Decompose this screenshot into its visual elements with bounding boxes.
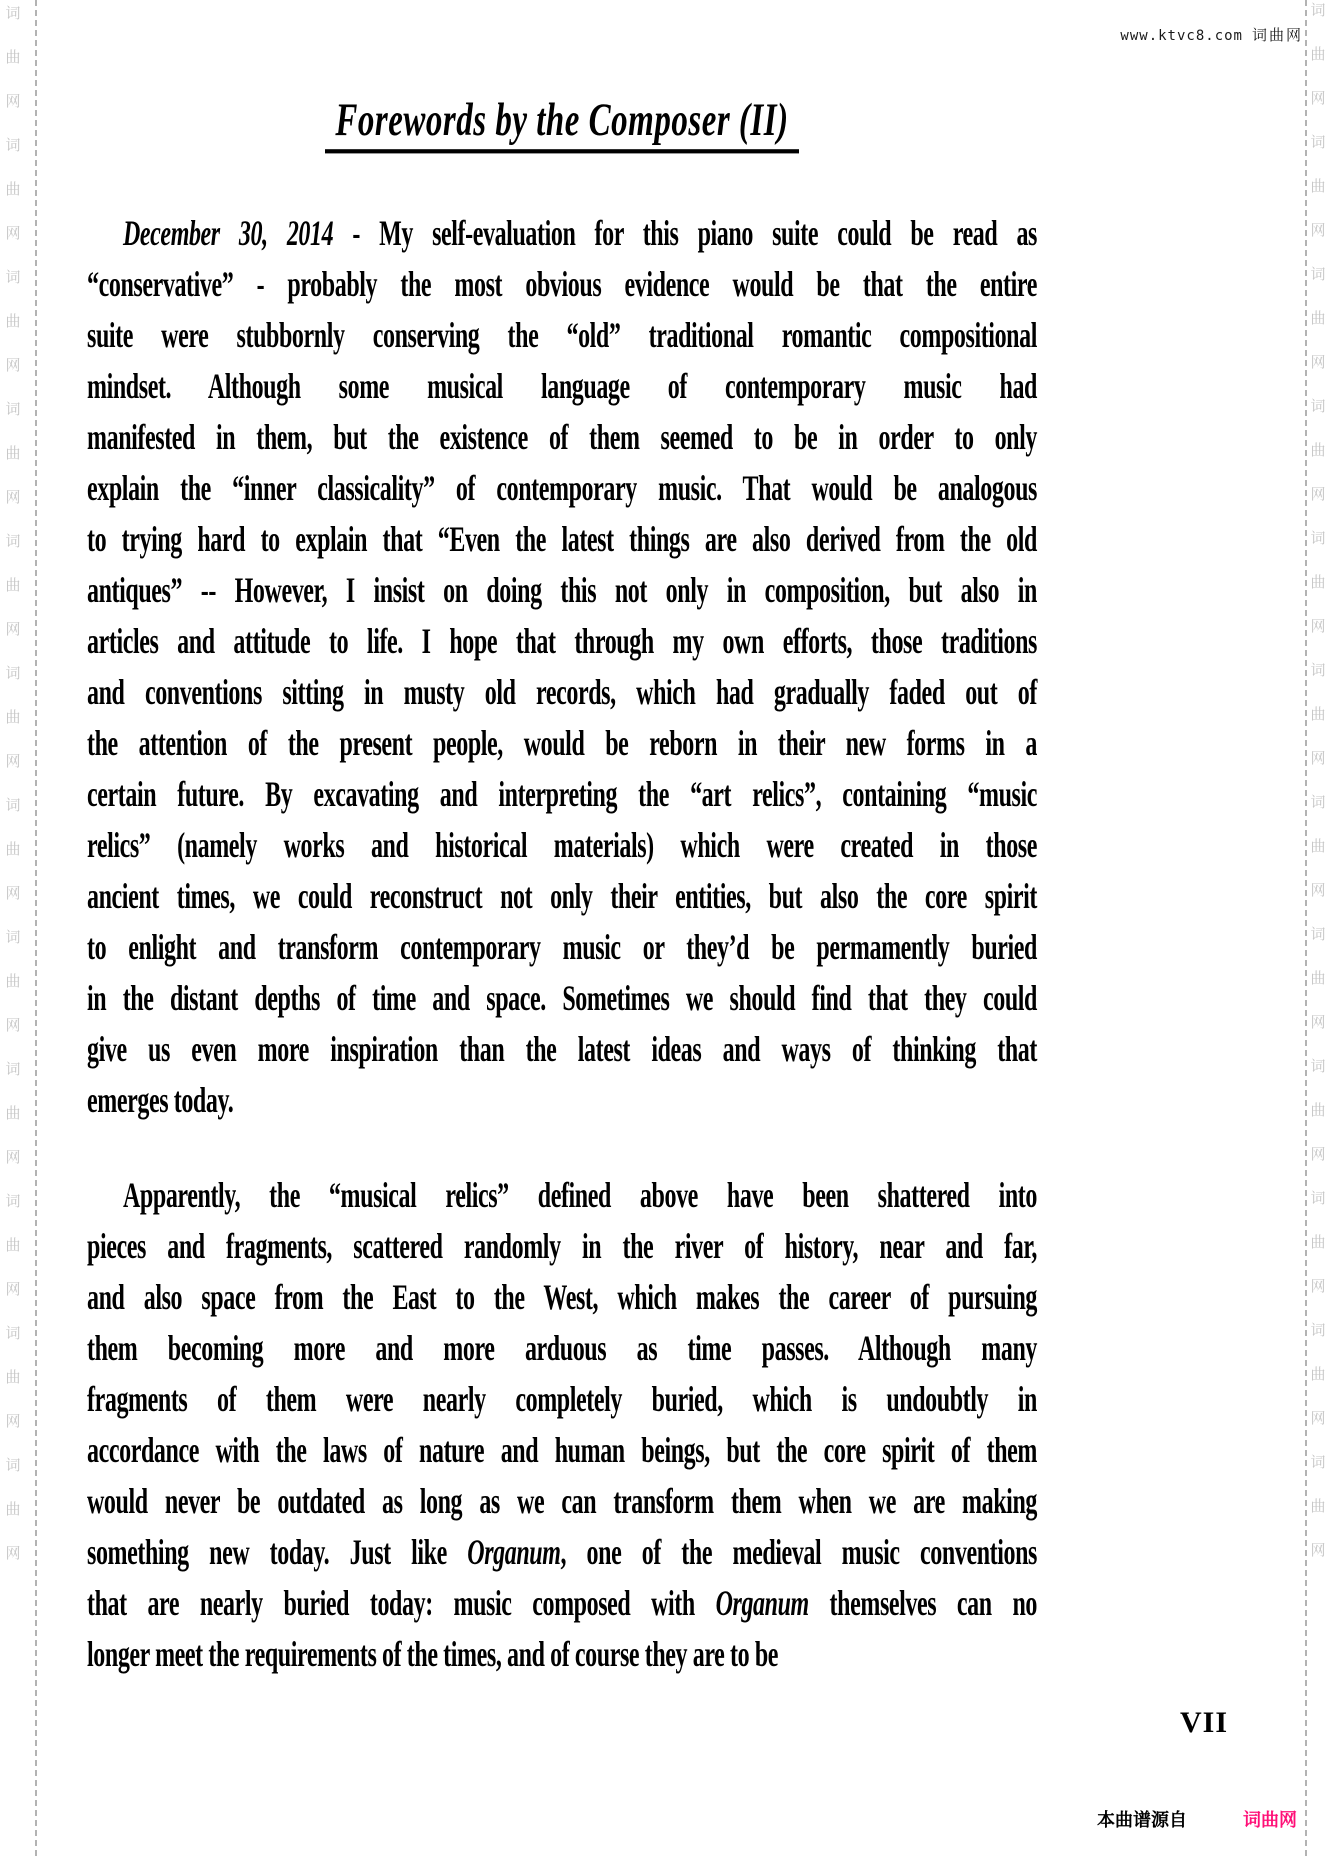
text-segment-italic: December 30, 2014	[123, 215, 334, 254]
border-char: 曲	[5, 444, 21, 462]
border-char-group	[1308, 1323, 1328, 1426]
text-segment: emerges today.	[87, 1082, 234, 1121]
text-line	[87, 1324, 1037, 1375]
border-char-group	[3, 402, 23, 505]
text-segment: mindset. Although some musical language of contemporary music had	[87, 368, 1037, 407]
text-line	[87, 1222, 1037, 1273]
text-segment: themselves can no	[808, 1585, 1037, 1624]
footer	[1097, 1806, 1297, 1832]
border-char: 词	[5, 928, 21, 946]
text-segment: relics” (namely works and historical materials) which were created in those	[87, 827, 1037, 866]
text-segment: would never be outdated as long as we can transform them when we are making	[87, 1483, 1037, 1522]
border-char: 曲	[1310, 177, 1326, 195]
border-char-group	[1308, 267, 1328, 370]
text-line	[87, 1426, 1037, 1477]
border-char: 曲	[5, 840, 21, 858]
text-line	[87, 515, 1037, 566]
border-char: 词	[5, 268, 21, 286]
border-char-group	[3, 1326, 23, 1429]
border-char: 曲	[5, 1500, 21, 1518]
text-line	[87, 1076, 1037, 1127]
text-line	[87, 719, 1037, 770]
text-segment: that are nearly buried today: music composed with	[87, 1585, 716, 1624]
text-line	[87, 1579, 1037, 1630]
text-line	[87, 1273, 1037, 1324]
text-segment: articles and attitude to life. I hope that through my own efforts, those traditions	[87, 623, 1037, 662]
border-char-group	[1308, 795, 1328, 898]
border-char: 网	[5, 224, 21, 242]
text-segment-italic: Organum	[467, 1534, 561, 1573]
border-char-group	[3, 1458, 23, 1561]
text-segment: give us even more inspiration than the latest ideas and ways of thinking that	[87, 1031, 1037, 1070]
border-char: 网	[1310, 617, 1326, 635]
border-char: 网	[5, 356, 21, 374]
body-text	[87, 209, 1037, 1681]
page-number: VII	[1179, 1706, 1228, 1739]
left-dashed-divider	[35, 0, 37, 1856]
border-char: 曲	[5, 972, 21, 990]
border-char-group	[3, 1062, 23, 1165]
border-char: 网	[5, 752, 21, 770]
border-char: 词	[1310, 1453, 1326, 1471]
text-line	[87, 209, 1037, 260]
border-char: 词	[5, 4, 21, 22]
border-char: 词	[1310, 661, 1326, 679]
text-line	[87, 668, 1037, 719]
border-char-group	[3, 666, 23, 769]
border-char: 曲	[1310, 1497, 1326, 1515]
border-char: 曲	[1310, 1101, 1326, 1119]
border-char-group	[3, 138, 23, 241]
border-char: 曲	[1310, 309, 1326, 327]
border-char-group	[1308, 1059, 1328, 1162]
border-char-group	[1308, 927, 1328, 1030]
border-char: 词	[1310, 793, 1326, 811]
border-char: 网	[1310, 1277, 1326, 1295]
border-char: 曲	[1310, 573, 1326, 591]
border-char: 网	[5, 1016, 21, 1034]
text-segment: ancient times, we could reconstruct not only their entities, but also the core spirit	[87, 878, 1037, 917]
footer-site-name: 词曲网	[1243, 1810, 1297, 1831]
border-char: 网	[5, 1544, 21, 1562]
text-segment: “conservative” - probably the most obvious evidence would be that the entire	[87, 266, 1037, 305]
text-segment: certain future. By excavating and interpreting the “art relics”, containing “music	[87, 776, 1037, 815]
border-char: 词	[1310, 1, 1326, 19]
border-char: 词	[5, 1192, 21, 1210]
border-char: 词	[1310, 925, 1326, 943]
text-line	[87, 464, 1037, 515]
border-char: 曲	[1310, 969, 1326, 987]
text-segment: - My self-evaluation for this piano suite could be read as	[333, 215, 1037, 254]
border-char: 网	[1310, 1013, 1326, 1031]
text-segment: and conventions sitting in musty old records, which had gradually faded out of	[87, 674, 1037, 713]
border-char: 词	[5, 1456, 21, 1474]
paragraph	[87, 209, 1037, 1121]
border-char: 词	[5, 1324, 21, 1342]
page-title-text: Forewords by the Composer (II)	[325, 96, 798, 153]
border-char: 曲	[1310, 1233, 1326, 1251]
border-char: 词	[1310, 133, 1326, 151]
text-segment: them becoming more and more arduous as time passes. Although many	[87, 1330, 1037, 1369]
border-char: 曲	[1310, 441, 1326, 459]
border-char: 网	[1310, 89, 1326, 107]
border-char: 曲	[1310, 837, 1326, 855]
text-line	[87, 566, 1037, 617]
border-char: 词	[5, 664, 21, 682]
paragraph	[87, 1171, 1037, 1675]
text-segment: longer meet the requirements of the times, and of course they are to be	[87, 1636, 779, 1675]
border-char-group	[1308, 1191, 1328, 1294]
border-char: 曲	[5, 312, 21, 330]
text-segment: antiques” -- However, I insist on doing this not only in composition, but also in	[87, 572, 1037, 611]
border-char: 网	[5, 92, 21, 110]
border-char: 曲	[5, 708, 21, 726]
text-line	[87, 1528, 1037, 1579]
border-char: 网	[1310, 1541, 1326, 1559]
text-segment: to trying hard to explain that “Even the latest things are also derived from the old	[87, 521, 1037, 560]
text-segment: to enlight and transform contemporary music or they’d be permamently buried	[87, 929, 1037, 968]
border-char: 曲	[1310, 45, 1326, 63]
border-char: 曲	[5, 48, 21, 66]
border-char-group	[1308, 399, 1328, 502]
text-line	[87, 1025, 1037, 1076]
text-line	[87, 1171, 1037, 1222]
text-line	[87, 923, 1037, 974]
border-char: 曲	[5, 1236, 21, 1254]
border-char-group	[3, 534, 23, 637]
border-char-group	[3, 1194, 23, 1297]
text-line	[87, 413, 1037, 464]
text-segment: something new today. Just like	[87, 1534, 468, 1573]
border-char: 网	[1310, 221, 1326, 239]
border-char: 词	[1310, 529, 1326, 547]
text-line	[87, 1630, 1037, 1681]
border-char-group	[1308, 663, 1328, 766]
border-char: 曲	[1310, 1365, 1326, 1383]
border-char: 词	[1310, 1057, 1326, 1075]
right-border-watermark-column	[1308, 3, 1328, 1587]
text-line	[87, 872, 1037, 923]
text-line	[87, 770, 1037, 821]
text-segment: and also space from the East to the West, which makes the career of pursuing	[87, 1279, 1037, 1318]
border-char: 网	[5, 1148, 21, 1166]
border-char: 词	[5, 1060, 21, 1078]
border-char: 词	[1310, 1321, 1326, 1339]
text-line	[87, 974, 1037, 1025]
border-char: 曲	[5, 576, 21, 594]
text-segment: manifested in them, but the existence of them seemed to be in order to only	[87, 419, 1037, 458]
border-char: 词	[1310, 265, 1326, 283]
border-char: 曲	[5, 180, 21, 198]
text-line	[87, 821, 1037, 872]
text-line	[87, 362, 1037, 413]
text-segment: explain the “inner classicality” of contemporary music. That would be analogous	[87, 470, 1037, 509]
border-char: 词	[5, 400, 21, 418]
text-segment: pieces and fragments, scattered randomly in the river of history, near and far,	[87, 1228, 1037, 1267]
border-char: 词	[5, 136, 21, 154]
border-char: 词	[1310, 1189, 1326, 1207]
text-segment: , one of the medieval music conventions	[560, 1534, 1037, 1573]
border-char: 词	[5, 532, 21, 550]
border-char-group	[1308, 1455, 1328, 1558]
watermark-site-name: 词曲网	[1251, 26, 1303, 44]
footer-source-label: 本曲谱源自	[1097, 1810, 1187, 1831]
text-segment: Apparently, the “musical relics” defined above have been shattered into	[123, 1177, 1037, 1216]
text-segment-italic: Organum	[715, 1585, 809, 1624]
text-segment: in the distant depths of time and space. Sometimes we should find that they could	[87, 980, 1037, 1019]
text-line	[87, 1477, 1037, 1528]
border-char-group	[3, 6, 23, 109]
border-char: 曲	[5, 1104, 21, 1122]
border-char-group	[3, 270, 23, 373]
border-char-group	[1308, 531, 1328, 634]
right-dashed-divider	[1305, 0, 1307, 1856]
left-border-watermark-column	[3, 6, 23, 1590]
border-char: 网	[1310, 881, 1326, 899]
text-line	[87, 617, 1037, 668]
text-line	[87, 260, 1037, 311]
text-line	[87, 311, 1037, 362]
border-char: 网	[5, 1280, 21, 1298]
border-char: 网	[1310, 1409, 1326, 1427]
text-line	[87, 1375, 1037, 1426]
border-char: 网	[5, 488, 21, 506]
text-segment: fragments of them were nearly completely buried, which is undoubtly in	[87, 1381, 1037, 1420]
border-char: 网	[1310, 353, 1326, 371]
page-title	[87, 96, 1037, 153]
text-segment: suite were stubbornly conserving the “old” traditional romantic compositional	[87, 317, 1037, 356]
watermark-url: www.ktvc8.com	[1120, 28, 1243, 44]
border-char: 网	[1310, 485, 1326, 503]
border-char: 网	[5, 884, 21, 902]
border-char: 曲	[5, 1368, 21, 1386]
border-char: 网	[5, 1412, 21, 1430]
border-char: 网	[1310, 749, 1326, 767]
border-char-group	[1308, 3, 1328, 106]
border-char: 词	[1310, 397, 1326, 415]
border-char: 网	[1310, 1145, 1326, 1163]
border-char-group	[3, 798, 23, 901]
border-char-group	[3, 930, 23, 1033]
border-char-group	[1308, 135, 1328, 238]
border-char: 曲	[1310, 705, 1326, 723]
border-char: 词	[5, 796, 21, 814]
text-segment: the attention of the present people, would be reborn in their new forms in a	[87, 725, 1037, 764]
border-char: 网	[5, 620, 21, 638]
text-segment: accordance with the laws of nature and human beings, but the core spirit of them	[87, 1432, 1037, 1471]
site-watermark	[1120, 24, 1303, 45]
